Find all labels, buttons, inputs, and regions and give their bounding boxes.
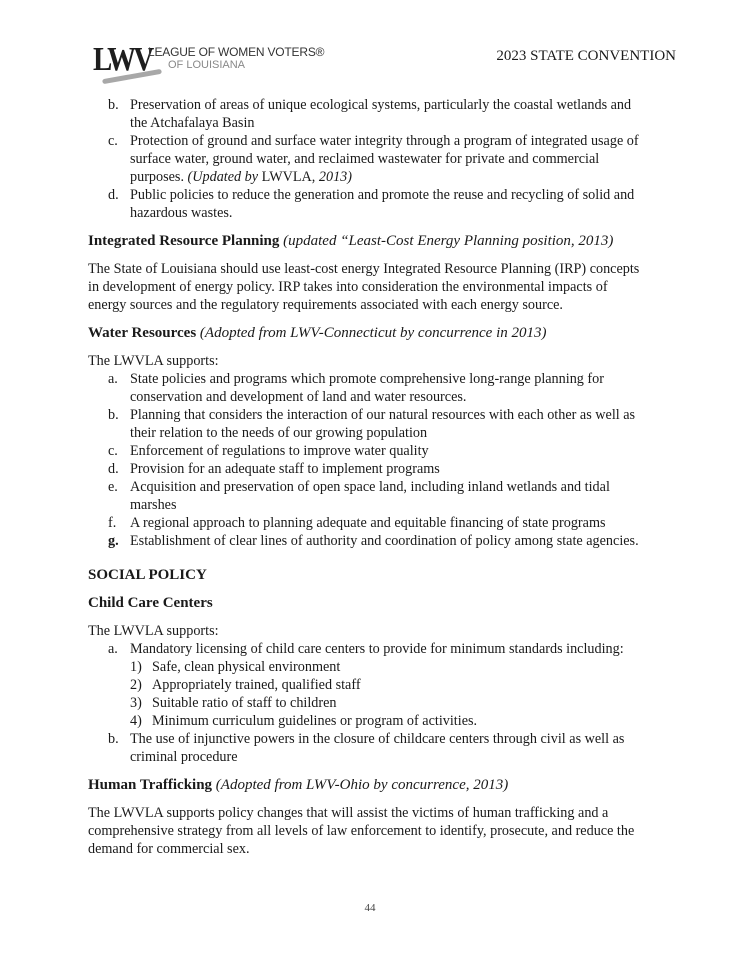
logo-org-name: LEAGUE OF WOMEN VOTERS® [148, 45, 325, 59]
logo-mark: LWV [93, 41, 152, 78]
trafficking-note: (Adopted from LWV-Ohio by concurrence, 2013) [215, 777, 509, 793]
water-note: (Adopted from LWV-Connecticut by concurrence in 2013) [199, 325, 547, 341]
child-care-intro: The LWVLA supports: [88, 623, 219, 639]
page-header [88, 38, 676, 88]
list-item: d. Public policies to reduce the generation and promote the reuse and recycling of solid and hazardous wastes. [108, 187, 635, 221]
water-intro: The LWVLA supports: [88, 353, 219, 369]
lwv-logo [88, 38, 328, 88]
trafficking-body: The LWVLA supports policy changes that will assist the victims of human trafficking and a comprehensive strategy from all levels of law enforcement to identify, prosecute, and reduce the demand for commercial sex. [88, 805, 635, 857]
list-item: b. The use of injunctive powers in the closure of childcare centers through civil as well as criminal procedure [108, 731, 625, 765]
list-item: c. Enforcement of regulations to improve water quality [108, 443, 429, 459]
irp-body: The State of Louisiana should use least-cost energy Integrated Resource Planning (IRP) concepts in development of energy policy. IRP takes into consideration the environmental impacts of energy sources and the regulatory requirements associated with each energy source. [88, 261, 640, 313]
list-item: a. State policies and programs which promote comprehensive long-range planning for conservation and development of land and water resources. [108, 371, 604, 405]
water-list [88, 370, 648, 550]
continued-list [88, 96, 648, 222]
list-item: b. Preservation of areas of unique ecological systems, particularly the coastal wetlands and the Atchafalaya Basin [108, 97, 632, 131]
page-number: 44 [364, 902, 376, 914]
list-item: f. A regional approach to planning adequate and equitable financing of state programs [108, 515, 606, 531]
child-care-list [88, 640, 648, 766]
child-care-heading: Child Care Centers [88, 595, 213, 611]
list-item: d. Provision for an adequate staff to implement programs [108, 461, 440, 477]
sub-list-item: 4) Minimum curriculum guidelines or program of activities. [130, 713, 478, 729]
list-item: e. Acquisition and preservation of open space land, including inland wetlands and tidal marshes [108, 479, 610, 513]
water-heading: Water Resources (Adopted from LWV-Connecticut by concurrence in 2013) [88, 325, 547, 341]
update-note: (Updated by [187, 169, 259, 185]
list-item: g. Establishment of clear lines of authority and coordination of policy among state agencies. [108, 533, 639, 549]
social-policy-heading: SOCIAL POLICY [88, 567, 207, 583]
list-item: c. Protection of ground and surface water integrity through a program of integrated usage of surface water, ground water, and reclaimed wastewater for private and commercial purposes. (Updated by LWVLA, 2013) [108, 133, 639, 185]
irp-heading: Integrated Resource Planning (updated “Least-Cost Energy Planning position, 2013) [88, 233, 614, 249]
list-item: a. Mandatory licensing of child care centers to provide for minimum standards including: [108, 641, 624, 657]
sub-list-item: 2) Appropriately trained, qualified staff [130, 677, 361, 693]
convention-title: 2023 STATE CONVENTION [496, 48, 676, 64]
sub-list-item: 3) Suitable ratio of staff to children [130, 695, 337, 711]
irp-note: (updated “Least-Cost Energy Planning position, 2013) [283, 233, 614, 249]
logo-state-name: OF LOUISIANA [168, 59, 246, 71]
trafficking-heading: Human Trafficking (Adopted from LWV-Ohio by concurrence, 2013) [88, 777, 509, 793]
page-content [88, 96, 648, 858]
sub-list-item: 1) Safe, clean physical environment [130, 659, 341, 675]
list-item: b. Planning that considers the interaction of our natural resources with each other as well as their relation to the needs of our growing population [108, 407, 636, 441]
